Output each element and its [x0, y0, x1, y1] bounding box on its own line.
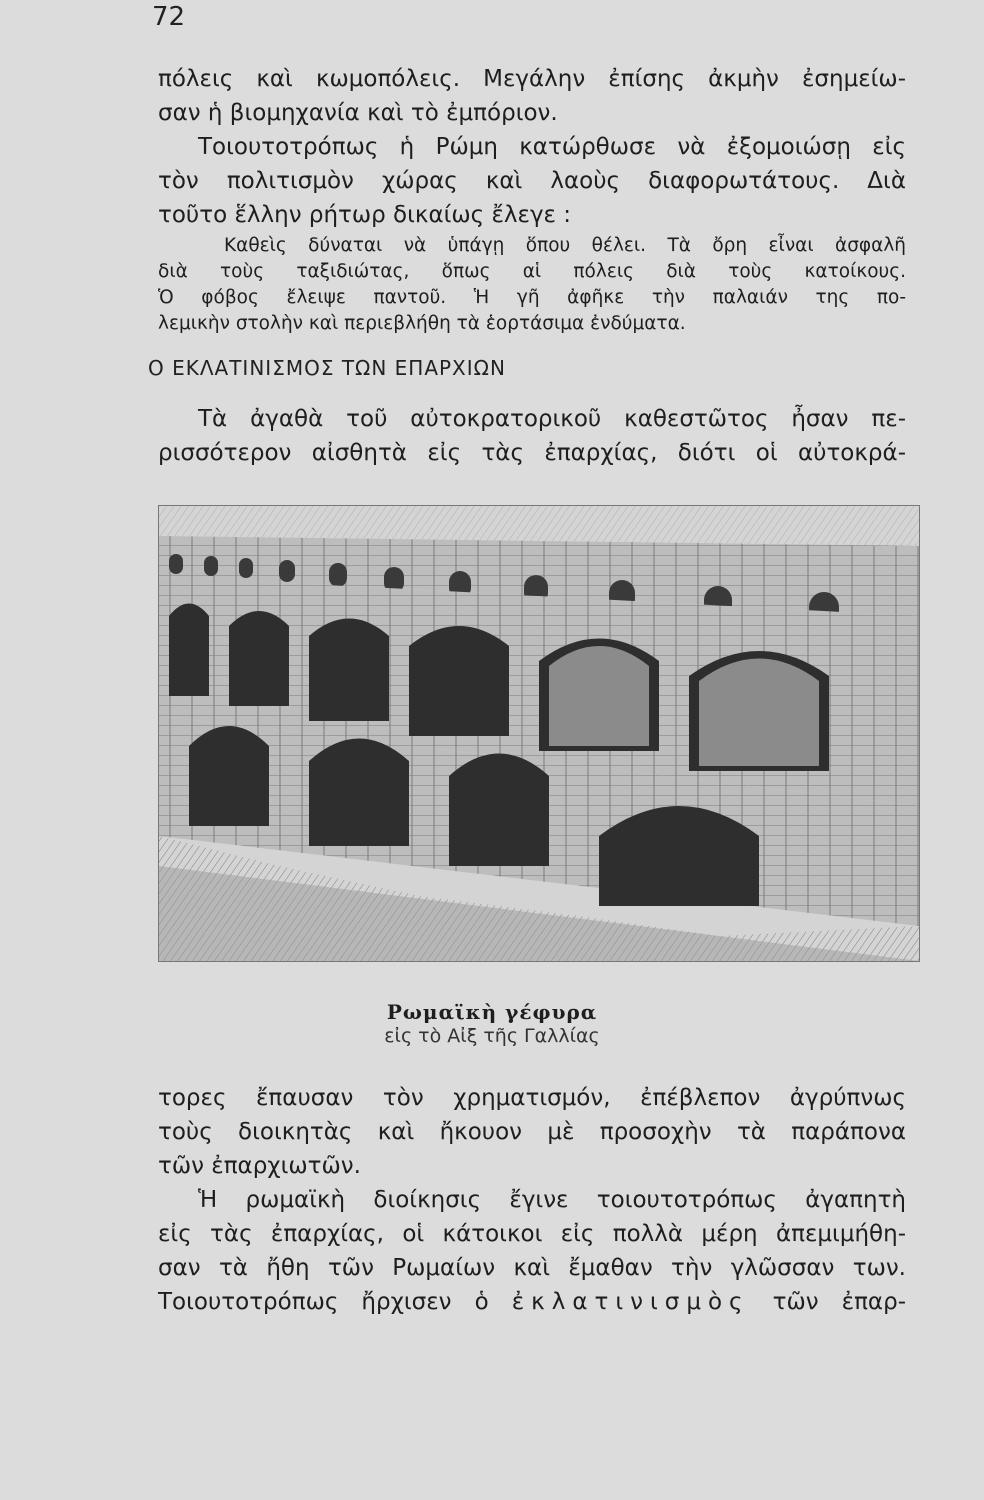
final-line-start: Τοιουτοτρόπως ἤρχισεν ὁ: [158, 1289, 489, 1315]
text-line: τῶν ἐπαρχιωτῶν.: [158, 1153, 361, 1179]
section-paragraph: [158, 402, 906, 470]
figure-caption-title: Ρωμαϊκὴ γέφυρα: [386, 1000, 598, 1024]
text-line: σαν τὰ ἤθη τῶν Ρωμαίων καὶ ἔμαθαν τὴν γλῶσσαν των.: [158, 1255, 906, 1281]
final-line-end: τῶν ἐπαρ-: [772, 1289, 906, 1315]
text-line: Τὰ ἀγαθὰ τοῦ αὐτοκρατορικοῦ καθεστῶτος ἦσαν πε-: [198, 406, 906, 432]
quote-block: [158, 233, 906, 337]
text-line: τοὺς διοικητὰς καὶ ἤκουον μὲ προσοχὴν τὰ παράπονα: [158, 1119, 906, 1145]
text-line: τοῦτο ἕλλην ρήτωρ δικαίως ἔλεγε :: [158, 202, 572, 228]
emphasized-term: ἐκλατινισμὸς: [511, 1289, 750, 1315]
section-heading: Ο ΕΚΛΑΤΙΝΙΣΜΟΣ ΤΩΝ ΕΠΑΡΧΙΩΝ: [148, 356, 506, 380]
quote-line: διὰ τοὺς ταξιδιώτας, ὅπως αἱ πόλεις διὰ τοὺς κατοίκους.: [158, 261, 906, 282]
aqueduct-engraving: [159, 506, 919, 961]
text-line: τὸν πολιτισμὸν χώρας καὶ λαοὺς διαφορωτάτους. Διὰ: [158, 168, 906, 194]
text-line: σαν ἡ βιομηχανία καὶ τὸ ἐμπόριον.: [158, 100, 558, 126]
text-line: ρισσότερον αἰσθητὰ εἰς τὰς ἐπαρχίας, διότι οἱ αὐτοκρά-: [158, 440, 906, 466]
intro-paragraph: [158, 62, 906, 232]
text-line: πόλεις καὶ κωμοπόλεις. Μεγάλην ἐπίσης ἀκμὴν ἐσημείω-: [158, 66, 906, 92]
final-text-line: [158, 1285, 906, 1319]
text-line: τορες ἔπαυσαν τὸν χρηματισμόν, ἐπέβλεπον ἀγρύπνως: [158, 1085, 906, 1111]
quote-line: Ὁ φόβος ἔλειψε παντοῦ. Ἡ γῆ ἀφῆκε τὴν παλαιάν της πο-: [158, 287, 906, 308]
quote-line: Καθεὶς δύναται νὰ ὑπάγῃ ὅπου θέλει. Τὰ ὄρη εἶναι ἀσφαλῆ: [224, 235, 906, 256]
text-line: Ἡ ρωμαϊκὴ διοίκησις ἔγινε τοιουτοτρόπως ἀγαπητὴ: [198, 1187, 906, 1213]
quote-line: λεμικὴν στολὴν καὶ περιεβλήθη τὰ ἑορτάσιμα ἐνδύματα.: [158, 313, 686, 334]
text-line: εἰς τὰς ἐπαρχίας, οἱ κάτοικοι εἰς πολλὰ μέρη ἀπεμιμήθη-: [158, 1221, 906, 1247]
text-line: Τοιουτοτρόπως ἡ Ρώμη κατώρθωσε νὰ ἐξομοιώσῃ εἰς: [198, 134, 906, 160]
page-number: 72: [152, 2, 186, 32]
aqueduct-illustration: [158, 505, 920, 962]
closing-paragraph: [158, 1081, 906, 1319]
figure-caption-subtitle: εἰς τὸ Αἰξ τῆς Γαλλίας: [384, 1025, 600, 1047]
